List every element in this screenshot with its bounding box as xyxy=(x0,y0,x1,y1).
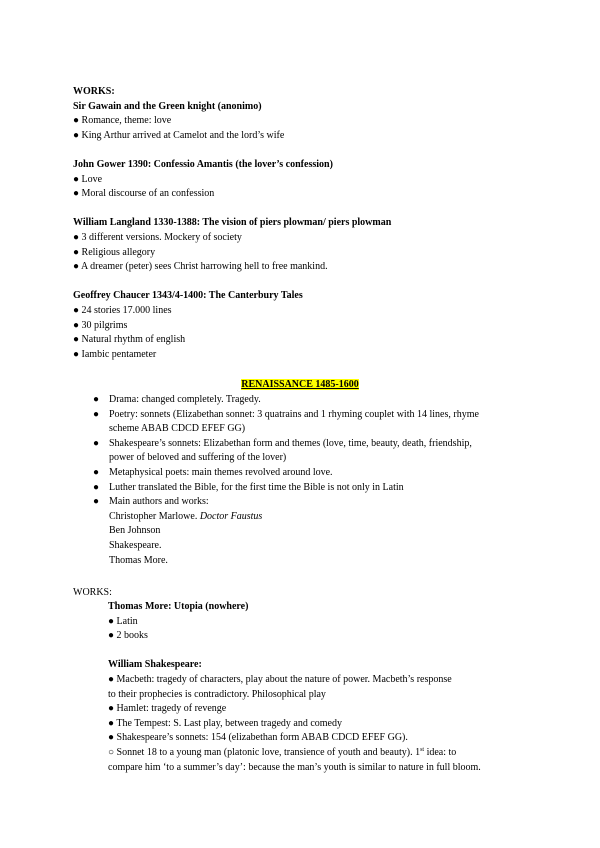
list-item xyxy=(93,408,533,437)
list-item: ● 2 books xyxy=(108,630,148,642)
list-item-text: power of beloved and suffering of the lover) xyxy=(109,452,287,464)
work-heading: Geoffrey Chaucer 1343/4-1400: The Canterbury Tales xyxy=(73,290,303,302)
list-item xyxy=(93,437,533,466)
works-section-medieval xyxy=(73,85,553,362)
list-item-text: Drama: changed completely. Tragedy. xyxy=(109,394,261,405)
list-item xyxy=(93,466,533,481)
author-line xyxy=(93,510,533,525)
bullet-icon: ● xyxy=(93,466,100,478)
list-item xyxy=(108,746,558,761)
work-heading: William Langland 1330-1388: The vision of piers plowman/ piers plowman xyxy=(73,217,392,229)
list-item-text: Main authors and works: xyxy=(109,496,209,508)
sonnet18-text: ○ Sonnet 18 to a young man (platonic love, transience of youth and beauty). 1 xyxy=(108,746,421,758)
renaissance-list xyxy=(93,393,533,568)
author-line: Shakespeare. xyxy=(109,539,162,551)
author-name: Christopher Marlowe. xyxy=(109,510,198,522)
list-item-continuation: compare him ‘to a summer’s day’: because the man’s youth is similar to nature in full bloom. xyxy=(108,761,481,773)
works-label: WORKS: xyxy=(73,86,115,97)
superscript: st xyxy=(420,746,425,753)
work-heading: William Shakespeare: xyxy=(108,659,202,671)
list-item: ● Hamlet: tragedy of revenge xyxy=(108,703,227,715)
works-section-renaissance xyxy=(108,600,558,775)
list-item: ● Latin xyxy=(108,615,138,627)
renaissance-title: RENAISSANCE 1485-1600 xyxy=(241,379,359,390)
list-item-text: scheme ABAB CDCD EFEF GG) xyxy=(109,423,246,435)
bullet-icon: ● xyxy=(93,394,100,405)
work-heading: Sir Gawain and the Green knight (anonimo) xyxy=(73,100,262,112)
list-item xyxy=(93,495,533,510)
work-heading: Thomas More: Utopia (nowhere) xyxy=(108,601,249,612)
list-item: ● 30 pilgrims xyxy=(73,319,128,331)
list-item: ● Macbeth: tragedy of characters, play about the nature of power. Macbeth’s response xyxy=(108,673,452,685)
bullet-icon: ● xyxy=(93,481,100,493)
list-item: ● Religious allegory xyxy=(73,246,156,258)
renaissance-heading xyxy=(0,378,600,393)
author-line: Ben Johnson xyxy=(109,525,161,537)
list-item xyxy=(93,481,533,496)
list-item-text: Luther translated the Bible, for the first time the Bible is not only in Latin xyxy=(109,481,404,493)
list-item xyxy=(93,393,533,408)
list-item: ● A dreamer (peter) sees Christ harrowing hell to free mankind. xyxy=(73,261,328,273)
sonnet18-text-end: idea: to xyxy=(424,746,457,758)
bullet-icon: ● xyxy=(93,496,100,508)
list-item: ● Moral discourse of an confession xyxy=(73,188,215,200)
list-item: ● 3 different versions. Mockery of society xyxy=(73,231,242,243)
work-heading: John Gower 1390: Confessio Amantis (the lover’s confession) xyxy=(73,158,333,170)
list-item: ● Shakespeare’s sonnets: 154 (elizabethan form ABAB CDCD EFEF GG). xyxy=(108,732,408,744)
list-item: ● Romance, theme: love xyxy=(73,115,172,127)
list-item-text: Poetry: sonnets (Elizabethan sonnet: 3 quatrains and 1 rhyming couplet with 14 lines, rhyme xyxy=(109,408,479,420)
list-item: ● King Arthur arrived at Camelot and the lord’s wife xyxy=(73,129,285,141)
list-item-text: Shakespeare’s sonnets: Elizabethan form and themes (love, time, beauty, death, friendship, xyxy=(109,437,472,449)
list-item-text: Metaphysical poets: main themes revolved around love. xyxy=(109,466,333,478)
bullet-icon: ● xyxy=(93,437,100,449)
list-item: ● Iambic pentameter xyxy=(73,348,157,360)
list-item-continuation: to their prophecies is contradictory. Philosophical play xyxy=(108,688,326,700)
list-item: ● 24 stories 17.000 lines xyxy=(73,304,172,316)
bullet-icon: ● xyxy=(93,408,100,420)
list-item: ● Love xyxy=(73,173,103,185)
list-item: ● The Tempest: S. Last play, between tragedy and comedy xyxy=(108,717,342,729)
work-title: Doctor Faustus xyxy=(199,510,263,522)
list-item: ● Natural rhythm of english xyxy=(73,334,186,346)
works-label: WORKS: xyxy=(73,587,112,598)
author-line: Thomas More. xyxy=(109,554,168,566)
